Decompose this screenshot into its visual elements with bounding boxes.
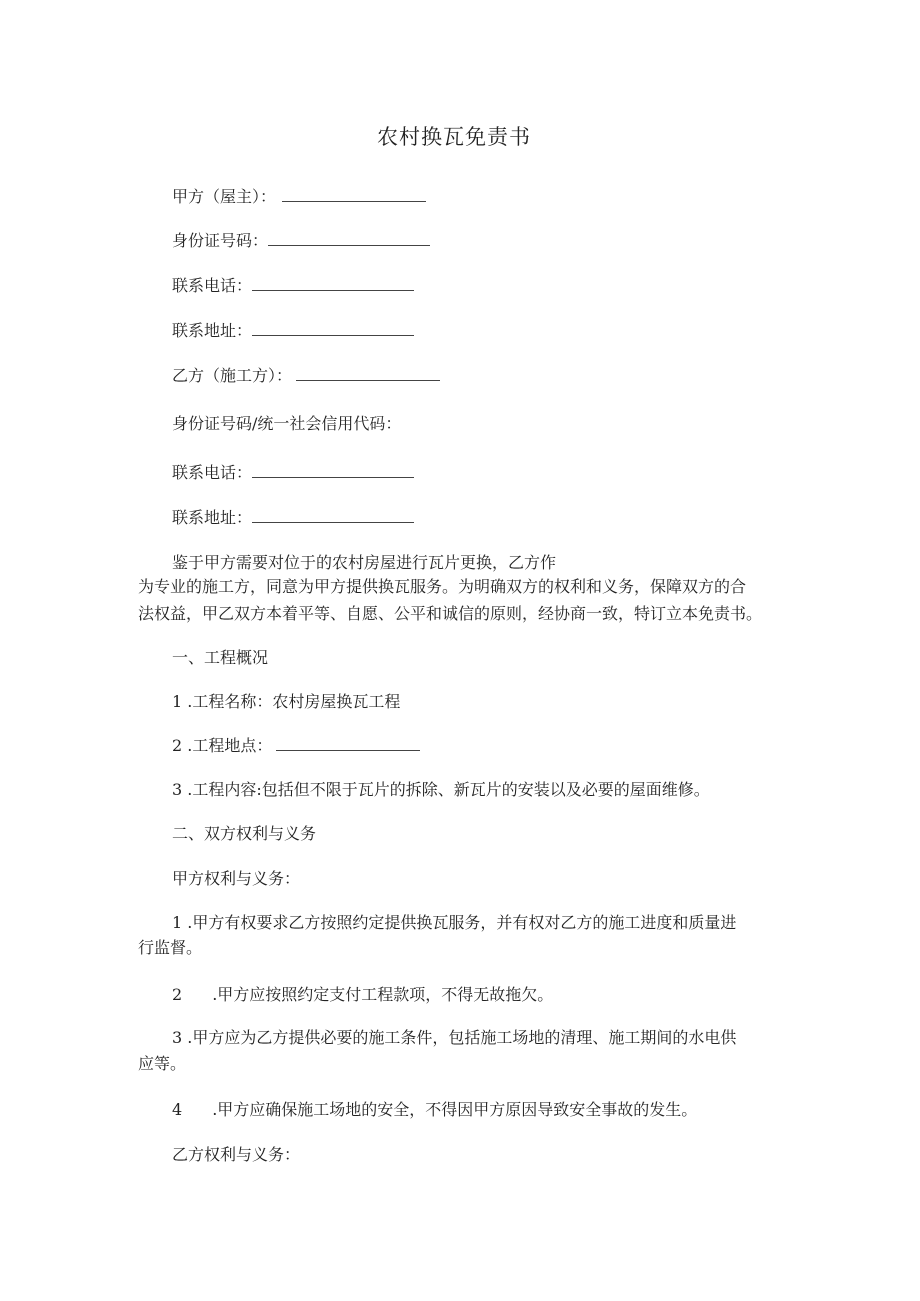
party-a-right-2-number: 2 xyxy=(172,985,183,1004)
preamble-line-2: 为专业的施工方，同意为甲方提供换瓦服务。为明确双方的权利和义务，保障双方的合 xyxy=(138,577,747,596)
party-a-address-row xyxy=(172,318,414,344)
party-b-address-row xyxy=(172,505,414,531)
party-a-rights-heading: 甲方权利与义务： xyxy=(172,869,301,888)
section-1-item-2-row xyxy=(172,733,420,759)
party-b-id-label: 身份证号码/统一社会信用代码： xyxy=(172,414,402,433)
party-a-right-3-line-1: 3 .甲方应为乙方提供必要的施工条件，包括施工场地的清理、施工期间的水电供 xyxy=(172,1028,737,1047)
party-a-id-blank[interactable] xyxy=(268,229,430,246)
section-1-heading: 一、工程概况 xyxy=(172,648,269,667)
section-2-heading: 二、双方权利与义务 xyxy=(172,824,317,843)
party-a-right-4-number: 4 xyxy=(172,1100,183,1119)
party-a-name-blank[interactable] xyxy=(282,185,426,202)
party-b-name-row xyxy=(172,363,440,389)
party-a-right-1-line-2: 行监督。 xyxy=(138,938,203,957)
party-a-id-row xyxy=(172,228,430,254)
party-a-address-label: 联系地址： xyxy=(172,321,253,340)
section-1-item-3: 3 .工程内容:包括但不限于瓦片的拆除、新瓦片的安装以及必要的屋面维修。 xyxy=(172,780,710,799)
party-a-id-label: 身份证号码： xyxy=(172,231,269,250)
party-a-right-4-row xyxy=(172,1097,697,1123)
party-b-phone-label: 联系电话： xyxy=(172,463,253,482)
party-a-right-4-text: .甲方应确保施工场地的安全，不得因甲方原因导致安全事故的发生。 xyxy=(212,1100,698,1119)
party-a-right-3-line-2: 应等。 xyxy=(138,1054,187,1073)
party-b-address-blank[interactable] xyxy=(252,506,414,523)
party-b-label: 乙方（施工方）： xyxy=(172,366,293,385)
document-title: 农村换瓦免责书 xyxy=(377,125,531,149)
party-a-label: 甲方（屋主）： xyxy=(172,187,277,206)
party-a-phone-row xyxy=(172,273,414,299)
party-b-name-blank[interactable] xyxy=(296,364,440,381)
party-b-rights-heading: 乙方权利与义务： xyxy=(172,1145,301,1164)
party-a-right-1-line-1: 1 .甲方有权要求乙方按照约定提供换瓦服务，并有权对乙方的施工进度和质量进 xyxy=(172,913,737,932)
party-b-address-label: 联系地址： xyxy=(172,508,253,527)
project-location-blank[interactable] xyxy=(276,734,420,751)
party-a-address-blank[interactable] xyxy=(252,319,414,336)
party-a-name-row xyxy=(172,184,426,210)
party-a-phone-blank[interactable] xyxy=(252,274,414,291)
preamble-line-1: 鉴于甲方需要对位于的农村房屋进行瓦片更换，乙方作 xyxy=(172,553,557,572)
section-1-item-1: 1 .工程名称：农村房屋换瓦工程 xyxy=(172,692,401,711)
party-a-phone-label: 联系电话： xyxy=(172,276,253,295)
section-1-item-2: 2 .工程地点： xyxy=(172,736,273,755)
party-b-phone-row xyxy=(172,460,414,486)
party-a-right-2-text: .甲方应按照约定支付工程款项，不得无故拖欠。 xyxy=(212,985,554,1004)
preamble-line-3: 法权益，甲乙双方本着平等、自愿、公平和诚信的原则，经协商一致，特订立本免责书。 xyxy=(138,604,763,623)
party-a-right-2-row xyxy=(172,982,553,1008)
party-b-id-row xyxy=(172,411,401,437)
party-b-phone-blank[interactable] xyxy=(252,461,414,478)
